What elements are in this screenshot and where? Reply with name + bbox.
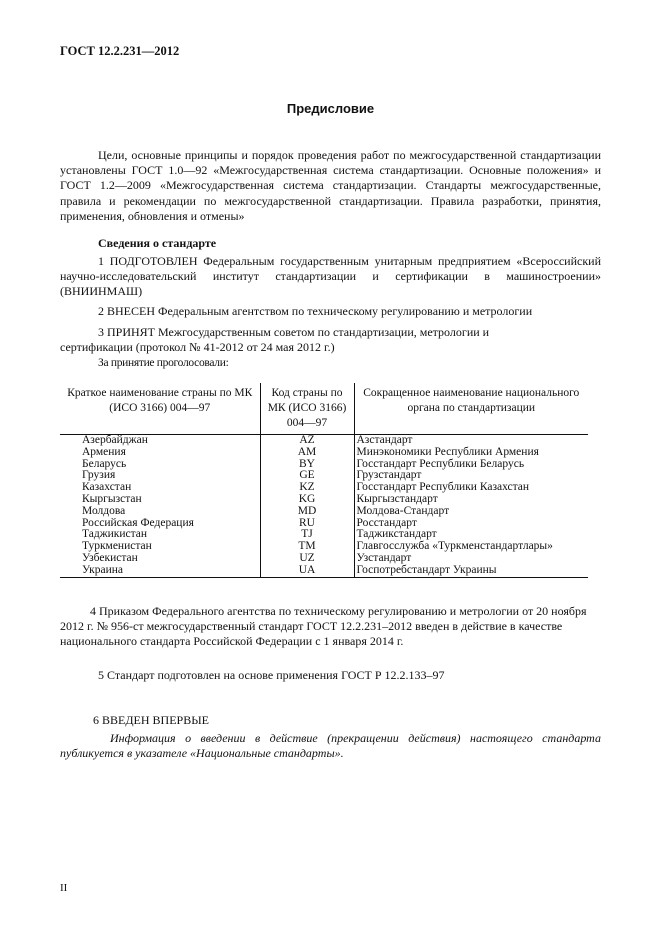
item-introduced: 2 ВНЕСЕН Федеральным агентством по техническому регулированию и метрологии [98, 304, 533, 318]
country-cell: Таджикистан [60, 529, 260, 541]
country-cell: Узбекистан [60, 553, 260, 565]
code-cell: TM [260, 541, 354, 553]
body-cell: Молдова-Стандарт [354, 506, 588, 518]
code-cell: AM [260, 447, 354, 459]
body-cell: Госстандарт Республики Казахстан [354, 482, 588, 494]
item-order: 4 Приказом Федерального агентства по техническому регулированию и метрологии от 20 ноября 2012 г. № 956-ст межгосударственный стандарт ГОСТ 12.2.231–2012 введен в действие в качестве национального стандарта Российской Федерации с 1 января 2014 г. [60, 604, 587, 649]
country-cell: Казахстан [60, 482, 260, 494]
body-cell: Главгосслужба «Туркменстандартлары» [354, 541, 588, 553]
body-cell: Госстандарт Республики Беларусь [354, 459, 588, 471]
country-cell: Грузия [60, 470, 260, 482]
code-cell: AZ [260, 435, 354, 447]
page-title: Предисловие [286, 101, 375, 116]
country-cell: Азербайджан [60, 435, 260, 447]
code-cell: UZ [260, 553, 354, 565]
item-adopted: 3 ПРИНЯТ Межгосударственным советом по стандартизации, метрологии и сертификации (протокол № 41-2012 от 24 мая 2012 г.) [60, 325, 490, 355]
code-cell: TJ [260, 529, 354, 541]
column-header-code: Код страны по МК (ИСО 3166) 004—97 [260, 383, 354, 435]
countries-table [60, 383, 588, 578]
code-cell: GE [260, 470, 354, 482]
code-cell: KZ [260, 482, 354, 494]
country-cell: Армения [60, 447, 260, 459]
body-cell: Таджикстандарт [354, 529, 588, 541]
body-cell: Кыргызстандарт [354, 494, 588, 506]
table-row [60, 447, 588, 459]
country-cell: Кыргызстан [60, 494, 260, 506]
country-cell: Беларусь [60, 459, 260, 471]
document-code: ГОСТ 12.2.231—2012 [60, 44, 180, 58]
table-row [60, 459, 588, 471]
table-row [60, 435, 588, 447]
table-row [60, 553, 588, 565]
country-cell: Украина [60, 565, 260, 577]
country-cell: Туркменистан [60, 541, 260, 553]
country-cell: Российская Федерация [60, 518, 260, 530]
body-cell: Азстандарт [354, 435, 588, 447]
country-cell: Молдова [60, 506, 260, 518]
code-cell: UA [260, 565, 354, 577]
item-basis: 5 Стандарт подготовлен на основе применения ГОСТ Р 12.2.133–97 [98, 668, 445, 682]
code-cell: MD [260, 506, 354, 518]
intro-paragraph: Цели, основные принципы и порядок проведения работ по межгосударственной стандартизации установлены ГОСТ 1.0—92 «Межгосударственная система стандартизации. Основные положения» и ГОСТ 1.2—2009 «Межгосударственная система стандартизации. Стандарты межгосударственные, правила и рекомендации по межгосударственной стандартизации. Правила разработки, принятия, применения, обновления и отмены» [60, 148, 601, 223]
column-header-body: Сокращенное наименование национального органа по стандартизации [354, 383, 588, 435]
code-cell: RU [260, 518, 354, 530]
vote-caption: За принятие проголосовали: [98, 357, 229, 369]
code-cell: KG [260, 494, 354, 506]
body-cell: Госпотребстандарт Украины [354, 565, 588, 577]
publication-note: Информация о введении в действие (прекращении действия) настоящего стандарта публикуется в указателе «Национальные стандарты». [60, 731, 601, 761]
item-introduced-first: 6 ВВЕДЕН ВПЕРВЫЕ [93, 713, 209, 727]
body-cell: Узстандарт [354, 553, 588, 565]
column-header-country: Краткое наименование страны по МК (ИСО 3166) 004—97 [60, 383, 260, 435]
table-row [60, 541, 588, 553]
table-row [60, 565, 588, 577]
table-header-row [60, 383, 588, 435]
table-row [60, 494, 588, 506]
section-heading: Сведения о стандарте [98, 236, 217, 250]
table-row [60, 506, 588, 518]
item-prepared: 1 ПОДГОТОВЛЕН Федеральным государственным унитарным предприятием «Всероссийский научно-исследовательский институт стандартизации и сертификации в машиностроении» (ВНИИНМАШ) [60, 254, 601, 299]
code-cell: BY [260, 459, 354, 471]
body-cell: Грузстандарт [354, 470, 588, 482]
body-cell: Минэкономики Республики Армения [354, 447, 588, 459]
page-number: II [60, 882, 68, 894]
body-cell: Росстандарт [354, 518, 588, 530]
